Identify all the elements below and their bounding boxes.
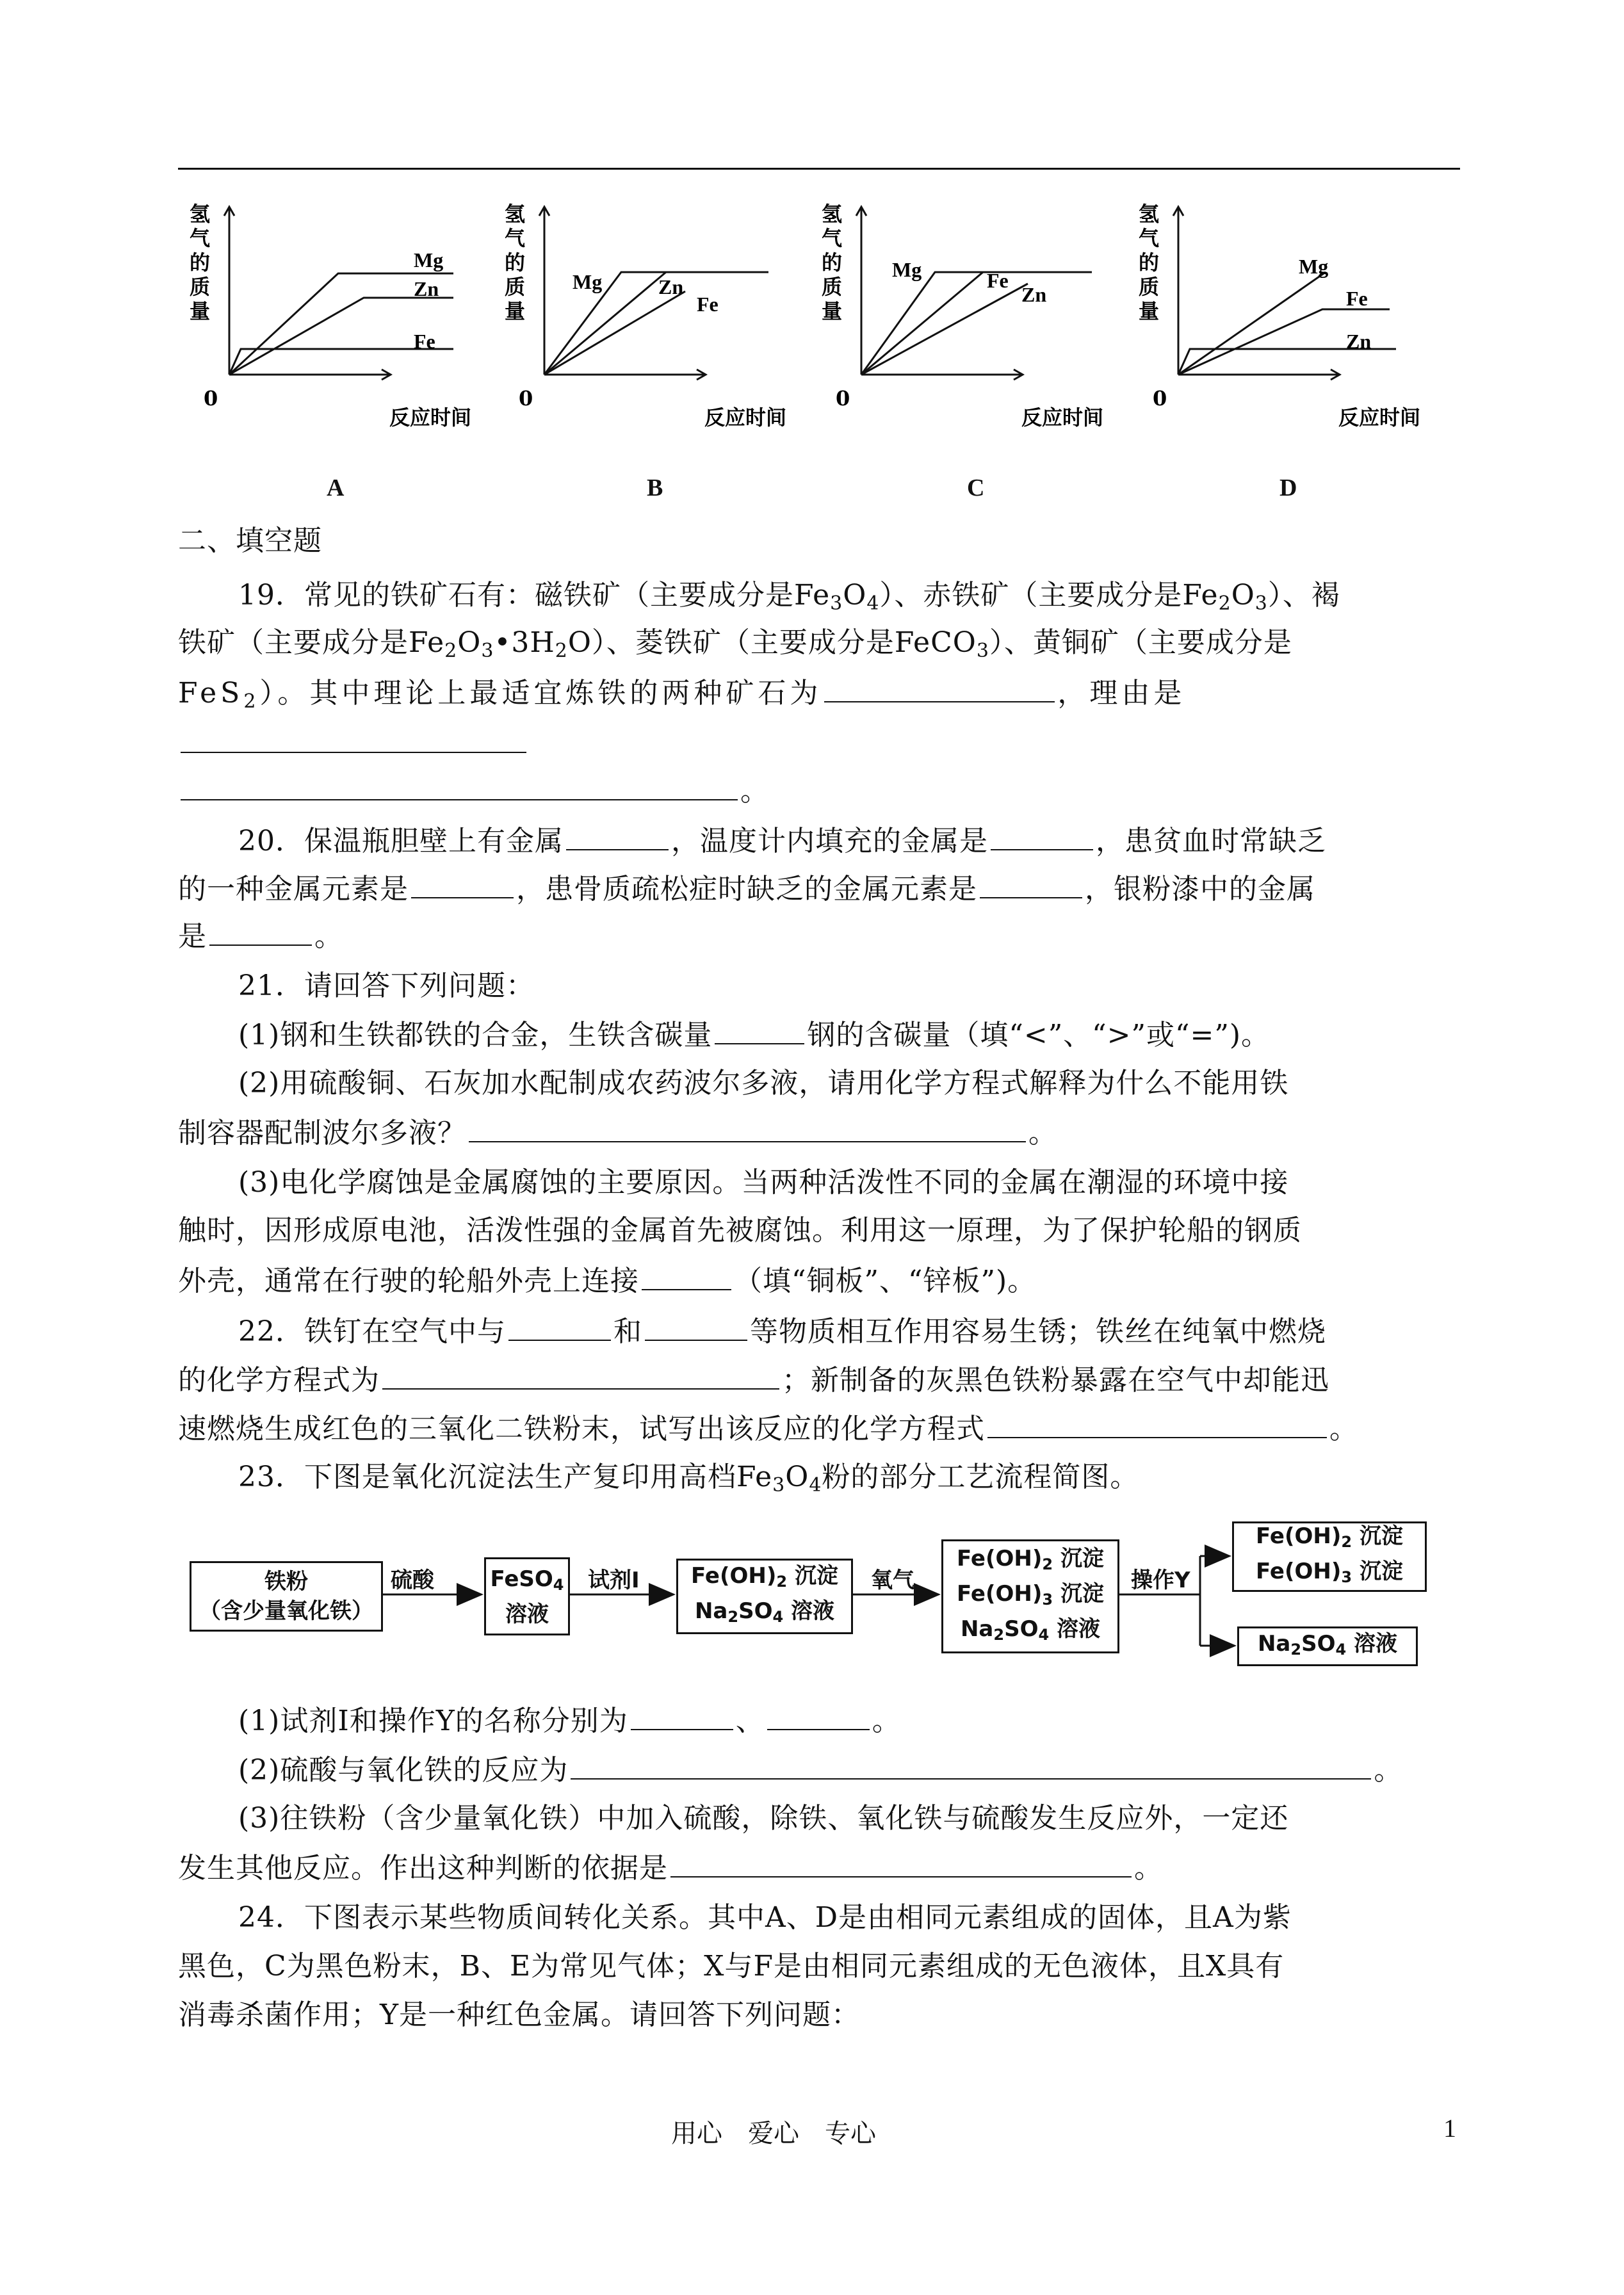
q21-part3b: 触时，因形成原电池，活泼性强的金属首先被腐蚀。利用这一原理，为了保护轮船的钢质 bbox=[178, 1214, 1302, 1247]
flow-label-operation-y: 操作Y bbox=[1131, 1568, 1190, 1593]
y-axis-label-char: 氢 bbox=[822, 202, 843, 226]
y-axis-label-char: 质 bbox=[1139, 275, 1160, 299]
q23-part2: (2)硫酸与氧化铁的反应为 。 bbox=[178, 1745, 1460, 1794]
chart-option-letter: A bbox=[327, 474, 345, 501]
q21-part3a: (3)电化学腐蚀是金属腐蚀的主要原因。当两种活泼性不同的金属在潮湿的环境中接 bbox=[238, 1166, 1289, 1199]
series-label-mg: Mg bbox=[414, 248, 444, 272]
chart-option-letter: C bbox=[967, 474, 985, 501]
q23-blank-4[interactable] bbox=[670, 1843, 1132, 1877]
series-label-zn: Zn bbox=[1021, 283, 1047, 306]
q24-line3: 消毒杀菌作用；Y是一种红色金属。请回答下列问题： bbox=[178, 1999, 861, 2031]
q22-line3: 速燃烧生成红色的三氧化二铁粉末，试写出该反应的化学方程式 。 bbox=[178, 1404, 1460, 1453]
y-axis-label-char: 量 bbox=[1139, 299, 1160, 323]
y-axis-label-char: 质 bbox=[505, 275, 526, 299]
q23-part3b: 发生其他反应。作出这种判断的依据是 。 bbox=[178, 1843, 1460, 1892]
series-label-fe: Fe bbox=[1346, 287, 1368, 310]
origin-label: 0 bbox=[519, 386, 533, 410]
q23-blank-2[interactable] bbox=[767, 1696, 870, 1730]
series-label-mg: Mg bbox=[1299, 255, 1329, 278]
x-axis-label: 反应时间 bbox=[704, 405, 787, 430]
y-axis-label-char: 量 bbox=[822, 299, 843, 323]
flow-box-mixture: Fe(OH)2 沉淀 Fe(OH)3 沉淀 Na2SO4 溶液 bbox=[941, 1539, 1119, 1653]
q19-line1: 19．常见的铁矿石有：磁铁矿（主要成分是$Fe_3O_4$）、赤铁矿（主要成分是$Fe_2O_3$）、褐 bbox=[238, 579, 1340, 615]
series-label-mg: Mg bbox=[892, 258, 922, 281]
y-axis-label-char: 量 bbox=[505, 299, 526, 323]
x-axis-label: 反应时间 bbox=[1338, 405, 1421, 430]
y-axis-label-char: 量 bbox=[190, 299, 211, 323]
q23-blank-3[interactable] bbox=[571, 1745, 1371, 1780]
q19-line5: 。 bbox=[178, 766, 1460, 815]
y-axis-label-char: 气 bbox=[190, 226, 211, 250]
chart-option-letter: B bbox=[647, 474, 663, 501]
q23-part3a: (3)往铁粉（含少量氧化铁）中加入硫酸，除铁、氧化铁与硫酸发生反应外，一定还 bbox=[238, 1802, 1289, 1835]
x-axis-label: 反应时间 bbox=[389, 405, 472, 430]
series-label-mg: Mg bbox=[572, 270, 603, 293]
y-axis-label-char: 气 bbox=[1139, 226, 1160, 250]
y-axis-label-char: 的 bbox=[190, 250, 211, 275]
q20-line1: 20．保温瓶胆壁上有金属 ，温度计内填充的金属是 ，患贫血时常缺乏 bbox=[178, 816, 1460, 865]
q21-part3c: 外壳，通常在行驶的轮船外壳上连接 （填“铜板”、“锌板”)。 bbox=[178, 1256, 1460, 1305]
footer-motto: 用心 爱心 专心 bbox=[671, 2119, 876, 2148]
q21-part2a: (2)用硫酸铜、石灰加水配制成农药波尔多液，请用化学方程式解释为什么不能用铁 bbox=[238, 1067, 1289, 1099]
y-axis-label-char: 质 bbox=[190, 275, 211, 299]
series-label-zn: Zn bbox=[1346, 330, 1372, 353]
series-label-fe: Fe bbox=[697, 293, 719, 316]
page-number: 1 bbox=[1443, 2114, 1456, 2143]
series-label-zn: Zn bbox=[658, 275, 684, 298]
y-axis-label-char: 气 bbox=[505, 226, 526, 250]
origin-label: 0 bbox=[1153, 386, 1167, 410]
origin-label: 0 bbox=[836, 386, 850, 410]
y-axis-label-char: 的 bbox=[822, 250, 843, 275]
flow-label-oxygen: 氧气 bbox=[871, 1568, 914, 1593]
q24-line2: 黑色，C为黑色粉末，B、E为常见气体；X与F是由相同元素组成的无色液体，且X具有 bbox=[178, 1950, 1285, 1983]
q21-part1: (1)钢和生铁都铁的合金，生铁含碳量 钢的含碳量（填“<”、“>”或“=”)。 bbox=[178, 1010, 1460, 1059]
q22-line1: 22．铁钉在空气中与 和 等物质相互作用容易生锈；铁丝在纯氧中燃烧 bbox=[178, 1306, 1460, 1356]
q22-line2: 的化学方程式为 ；新制备的灰黑色铁粉暴露在空气中却能迅 bbox=[178, 1355, 1460, 1404]
flow-box-feso4: FeSO4 溶液 bbox=[484, 1557, 570, 1635]
flow-box-feoh2-na2so4: Fe(OH)2 沉淀 Na2SO4 溶液 bbox=[676, 1559, 853, 1634]
flow-label-reagent-1: 试剂Ⅰ bbox=[588, 1568, 640, 1593]
q23-part1: (1)试剂Ⅰ和操作Y的名称分别为 、 。 bbox=[178, 1696, 1460, 1745]
q24-line1: 24．下图表示某些物质间转化关系。其中A、D是由相同元素组成的固体，且A为紫 bbox=[238, 1901, 1292, 1934]
chart-option-letter: D bbox=[1279, 474, 1297, 501]
x-axis-label: 反应时间 bbox=[1021, 405, 1104, 430]
y-axis-label-char: 质 bbox=[822, 275, 843, 299]
y-axis-label-char: 的 bbox=[1139, 250, 1160, 275]
flow-box-iron-powder: 铁粉 （含少量氧化铁） bbox=[190, 1561, 383, 1632]
y-axis-label-char: 的 bbox=[505, 250, 526, 275]
origin-label: 0 bbox=[204, 386, 218, 410]
q19-line2: 铁矿（主要成分是$Fe_2O_3•3H_2O$）、菱铁矿（主要成分是FeCO$_3$）、黄铜矿（主要成分是 bbox=[178, 626, 1292, 662]
y-axis-label-char: 氢 bbox=[505, 202, 526, 226]
flow-box-precipitates: Fe(OH)2 沉淀 Fe(OH)3 沉淀 bbox=[1232, 1521, 1427, 1592]
series-label-fe: Fe bbox=[987, 269, 1009, 292]
q23-stem: 23．下图是氧化沉淀法生产复印用高档$Fe_3O_4$粉的部分工艺流程简图。 bbox=[238, 1461, 1139, 1496]
q19-line3: FeS$_2$）。其中理论上最适宜炼铁的两种矿石为 ，理由是 bbox=[178, 668, 1460, 726]
flow-box-na2so4: Na2SO4 溶液 bbox=[1237, 1626, 1418, 1666]
series-label-zn: Zn bbox=[414, 277, 439, 300]
q20-line3: 是 。 bbox=[178, 911, 1460, 961]
flow-label-sulfuric-acid: 硫酸 bbox=[391, 1568, 434, 1593]
q21-stem: 21．请回答下列问题： bbox=[238, 969, 535, 1002]
y-axis-label-char: 氢 bbox=[190, 202, 211, 226]
q23-blank-1[interactable] bbox=[631, 1696, 733, 1730]
series-label-fe: Fe bbox=[414, 330, 435, 353]
q20-line2: 的一种金属元素是 ，患骨质疏松症时缺乏的金属元素是 ，银粉漆中的金属 bbox=[178, 864, 1460, 913]
section-title: 二、填空题 bbox=[178, 524, 322, 557]
q21-part2b: 制容器配制波尔多液？ 。 bbox=[178, 1108, 1460, 1157]
y-axis-label-char: 气 bbox=[822, 226, 843, 250]
y-axis-label-char: 氢 bbox=[1139, 202, 1160, 226]
